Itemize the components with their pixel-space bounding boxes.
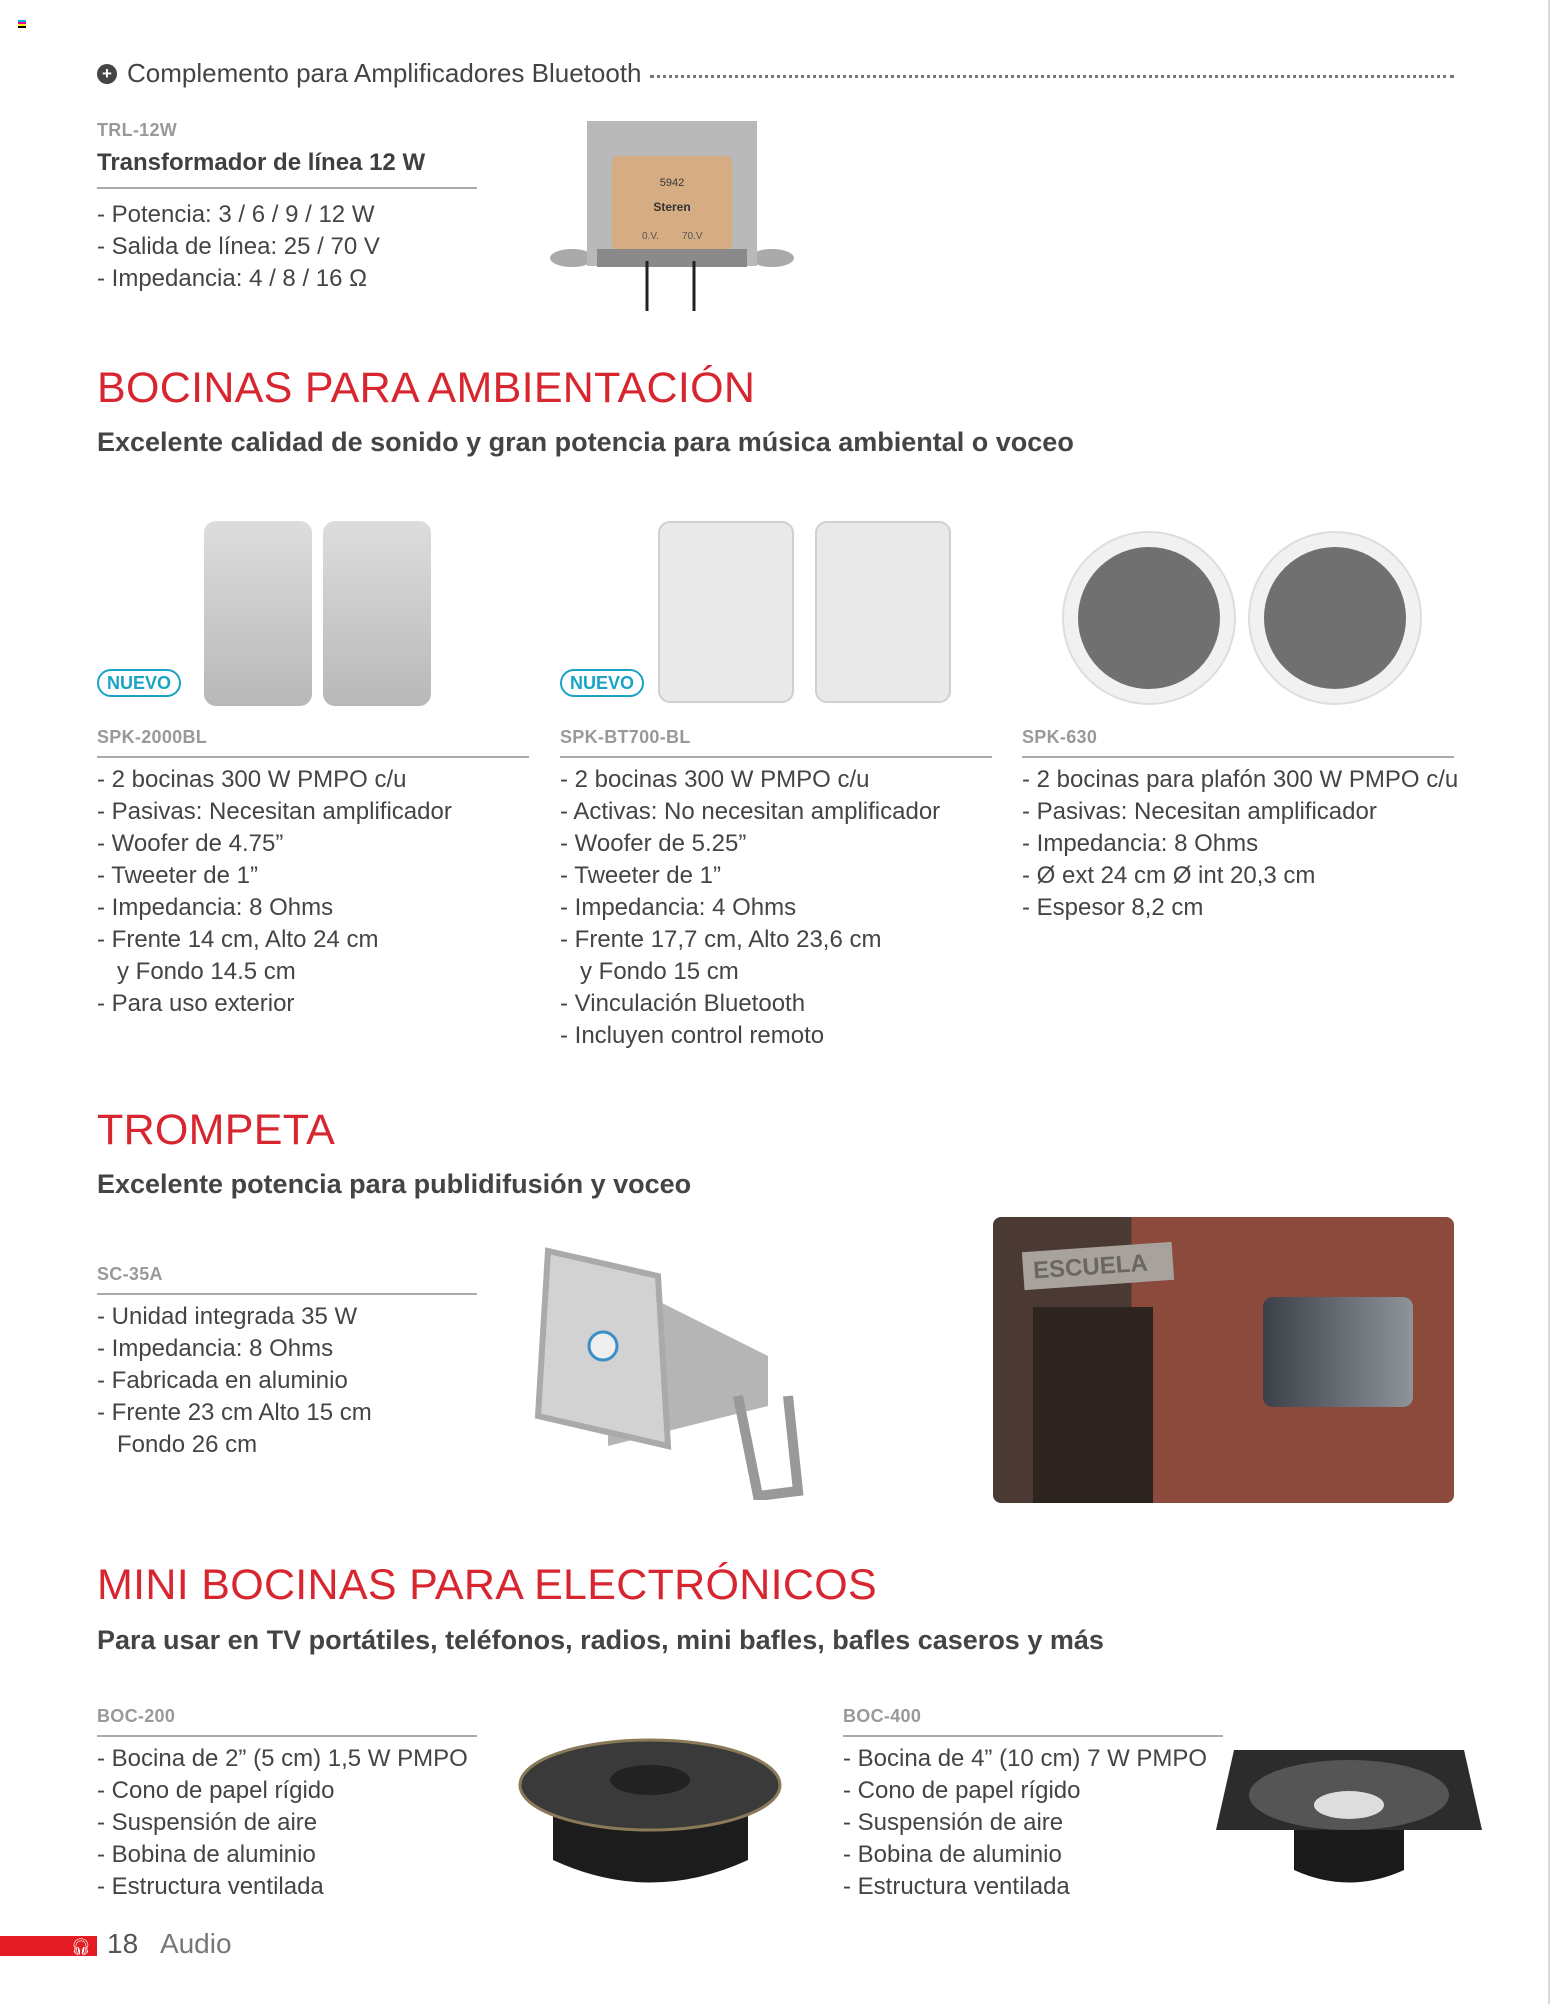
product-spk-2000bl [97,673,529,1020]
spec-list [843,1743,1223,1903]
spec-item: - Frente 17,7 cm, Alto 23,6 cm [560,926,882,953]
spec-item: - 2 bocinas para plafón 300 W PMPO c/u [1022,766,1459,793]
spec-list [97,199,477,295]
spec-item: - Unidad integrada 35 W [97,1303,358,1330]
spec-list [97,1743,477,1903]
product-title: Transformador de línea 12 W [97,149,426,176]
product-code: SPK-2000BL [97,727,208,747]
spec-item: - 2 bocinas 300 W PMPO c/u [97,766,407,793]
section-name: Audio [159,1928,232,1959]
page-number: 18 [107,1928,139,1959]
transformer-number: 5942 [659,177,685,189]
spec-item: - Frente 23 cm Alto 15 cm [97,1399,372,1426]
spec-list [560,764,992,1052]
spec-item: - Estructura ventilada [97,1873,324,1900]
page-footer [107,1928,232,1960]
spec-item: - Suspensión de aire [97,1809,318,1836]
mini-speaker-4in-image [1214,1745,1484,1891]
spec-item: - 2 bocinas 300 W PMPO c/u [560,766,870,793]
spec-item: - Fabricada en aluminio [97,1367,348,1394]
spec-item: Fondo 26 cm [97,1431,258,1458]
spec-item: - Impedancia: 8 Ohms [97,894,334,921]
spec-item: y Fondo 15 cm [560,958,739,985]
product-code: SC-35A [97,1264,163,1284]
transformer-image [547,121,797,311]
mounted-horn [1263,1297,1413,1407]
divider [560,756,992,758]
spec-item: - Woofer de 4.75” [97,830,284,857]
school-photo [993,1217,1454,1503]
section-title: MINI BOCINAS PARA ELECTRÓNICOS [97,1561,877,1609]
spec-item: - Pasivas: Necesitan amplificador [97,798,452,825]
product-boc-400 [843,1706,1223,1903]
plus-circle-icon: + [97,64,117,84]
product-boc-200 [97,1706,477,1903]
product-code: SPK-BT700-BL [560,727,691,747]
new-badge: NUEVO [97,669,181,697]
section-subtitle: Excelente potencia para publidifusión y voceo [97,1169,692,1199]
dotted-leader [650,75,1454,78]
spec-item: - Impedancia: 8 Ohms [1022,830,1259,857]
divider [97,1735,477,1737]
spec-item: - Woofer de 5.25” [560,830,747,857]
spec-item: - Frente 14 cm, Alto 24 cm [97,926,379,953]
spec-item: - Impedancia: 4 Ohms [560,894,797,921]
product-spk-bt700-bl [560,673,992,1052]
spec-item: - Cono de papel rígido [843,1777,1081,1804]
spec-item: - Cono de papel rígido [97,1777,335,1804]
spec-item: - Suspensión de aire [843,1809,1064,1836]
spec-item: - Estructura ventilada [843,1873,1070,1900]
complement-label: Complemento para Amplificadores Bluetooth [127,58,642,88]
mini-speaker-2in-image [518,1735,783,1891]
spec-item: y Fondo 14.5 cm [97,958,296,985]
transformer-block [97,120,477,295]
product-code: TRL-12W [97,120,178,140]
product-spk-630 [1022,673,1459,924]
spec-list [1022,764,1459,924]
spec-list [97,764,529,1020]
terminal-label: 70.V [682,231,703,242]
product-sc-35a [97,1264,477,1461]
spec-item: - Espesor 8,2 cm [1022,894,1204,921]
steren-logo: Steren [653,200,691,214]
section-subtitle: Excelente calidad de sonido y gran potencia para música ambiental o voceo [97,427,1074,457]
section-title: TROMPETA [97,1106,336,1154]
divider [843,1735,1223,1737]
spec-item: - Bocina de 2” (5 cm) 1,5 W PMPO [97,1745,468,1772]
school-sign: ESCUELA [1022,1242,1174,1290]
section-subtitle: Para usar en TV portátiles, teléfonos, radios, mini bafles, bafles caseros y más [97,1625,1104,1655]
spec-list [97,1301,477,1461]
product-code: BOC-200 [97,1706,176,1726]
section-title: BOCINAS PARA AMBIENTACIÓN [97,364,756,412]
print-registration-mark [18,20,26,28]
spec-item: - Activas: No necesitan amplificador [560,798,941,825]
spec-item: - Bocina de 4” (10 cm) 7 W PMPO [843,1745,1208,1772]
divider [97,1293,477,1295]
divider [1022,756,1454,758]
divider [97,756,529,758]
horn-speaker-image [518,1246,810,1500]
door [1033,1307,1153,1503]
spec-item: - Bobina de aluminio [97,1841,316,1868]
product-code: BOC-400 [843,1706,922,1726]
headphones-icon: 🎧︎ [70,1939,91,1956]
spec-item: - Tweeter de 1” [560,862,721,889]
product-code: SPK-630 [1022,727,1098,747]
spec-item: - Bobina de aluminio [843,1841,1062,1868]
terminal-label: 0.V. [642,231,659,242]
spec-item: - Tweeter de 1” [97,862,258,889]
spec-item: - Pasivas: Necesitan amplificador [1022,798,1377,825]
spec-item: - Salida de línea: 25 / 70 V [97,233,380,260]
footer-accent-bar [0,1936,97,1956]
spec-item: - Incluyen control remoto [560,1022,825,1049]
spec-item: - Impedancia: 8 Ohms [97,1335,334,1362]
spec-item: - Potencia: 3 / 6 / 9 / 12 W [97,201,375,228]
spec-item: - Impedancia: 4 / 8 / 16 Ω [97,265,368,292]
complement-header [97,58,1454,89]
spec-item: - Para uso exterior [97,990,295,1017]
new-badge: NUEVO [560,669,644,697]
spec-item: - Ø ext 24 cm Ø int 20,3 cm [1022,862,1316,889]
divider [97,187,477,189]
spec-item: - Vinculación Bluetooth [560,990,806,1017]
